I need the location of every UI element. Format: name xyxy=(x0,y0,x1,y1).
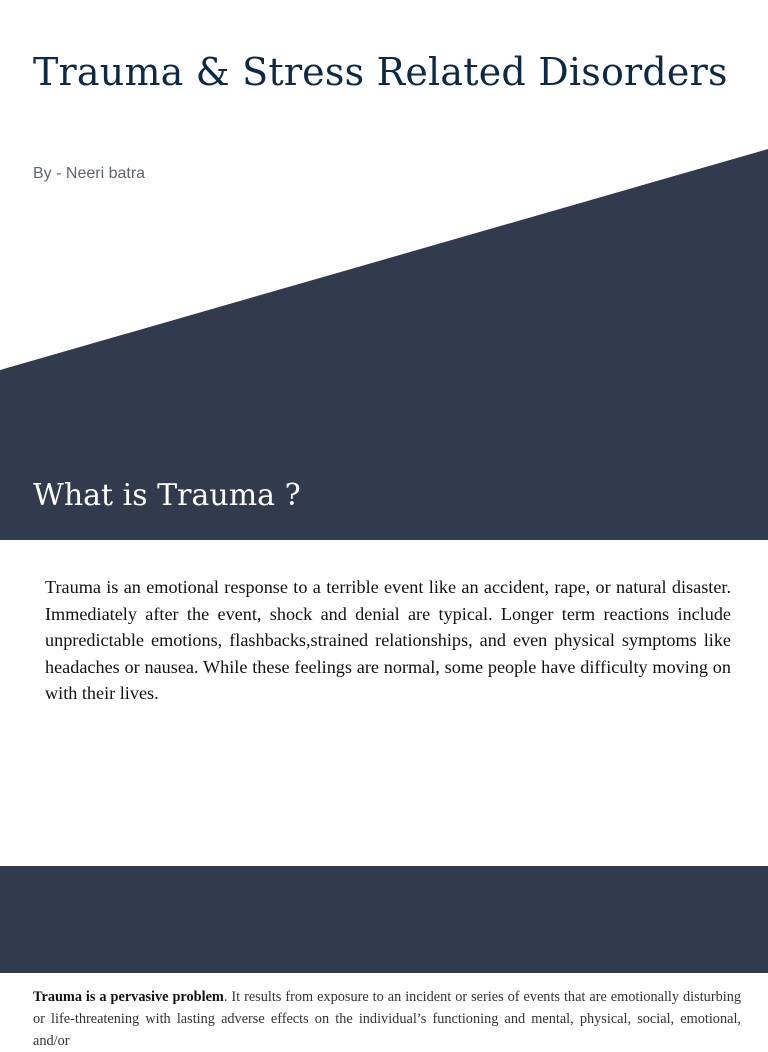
section-heading: What is Trauma ? xyxy=(33,478,301,513)
dark-separator-band xyxy=(0,866,768,973)
pervasive-lead-bold: Trauma is a pervasive problem xyxy=(33,989,224,1005)
trauma-definition-paragraph: Trauma is an emotional response to a terrible event like an accident, rape, or natural disaster. Immediately after the event, shock and denial are typical. Longer term reactions include unpredictable emotions, flashbacks,strained relationships, and even physical symptoms like headaches or nausea. While these feelings are normal, some people have difficulty moving on with their lives. xyxy=(45,577,731,703)
definition-slide xyxy=(0,540,768,866)
pervasive-slide xyxy=(0,973,768,1049)
pervasive-rest: . It results from exposure to an incident or series of events that are emotionally disturbing or life-threatening with lasting adverse effects on the individual’s functioning and mental, physical, social, emotional, and/or xyxy=(33,989,741,1049)
author-byline: By - Neeri batra xyxy=(33,165,146,182)
presentation-title: Trauma & Stress Related Disorders xyxy=(33,50,728,94)
pervasive-paragraph xyxy=(33,986,741,1052)
